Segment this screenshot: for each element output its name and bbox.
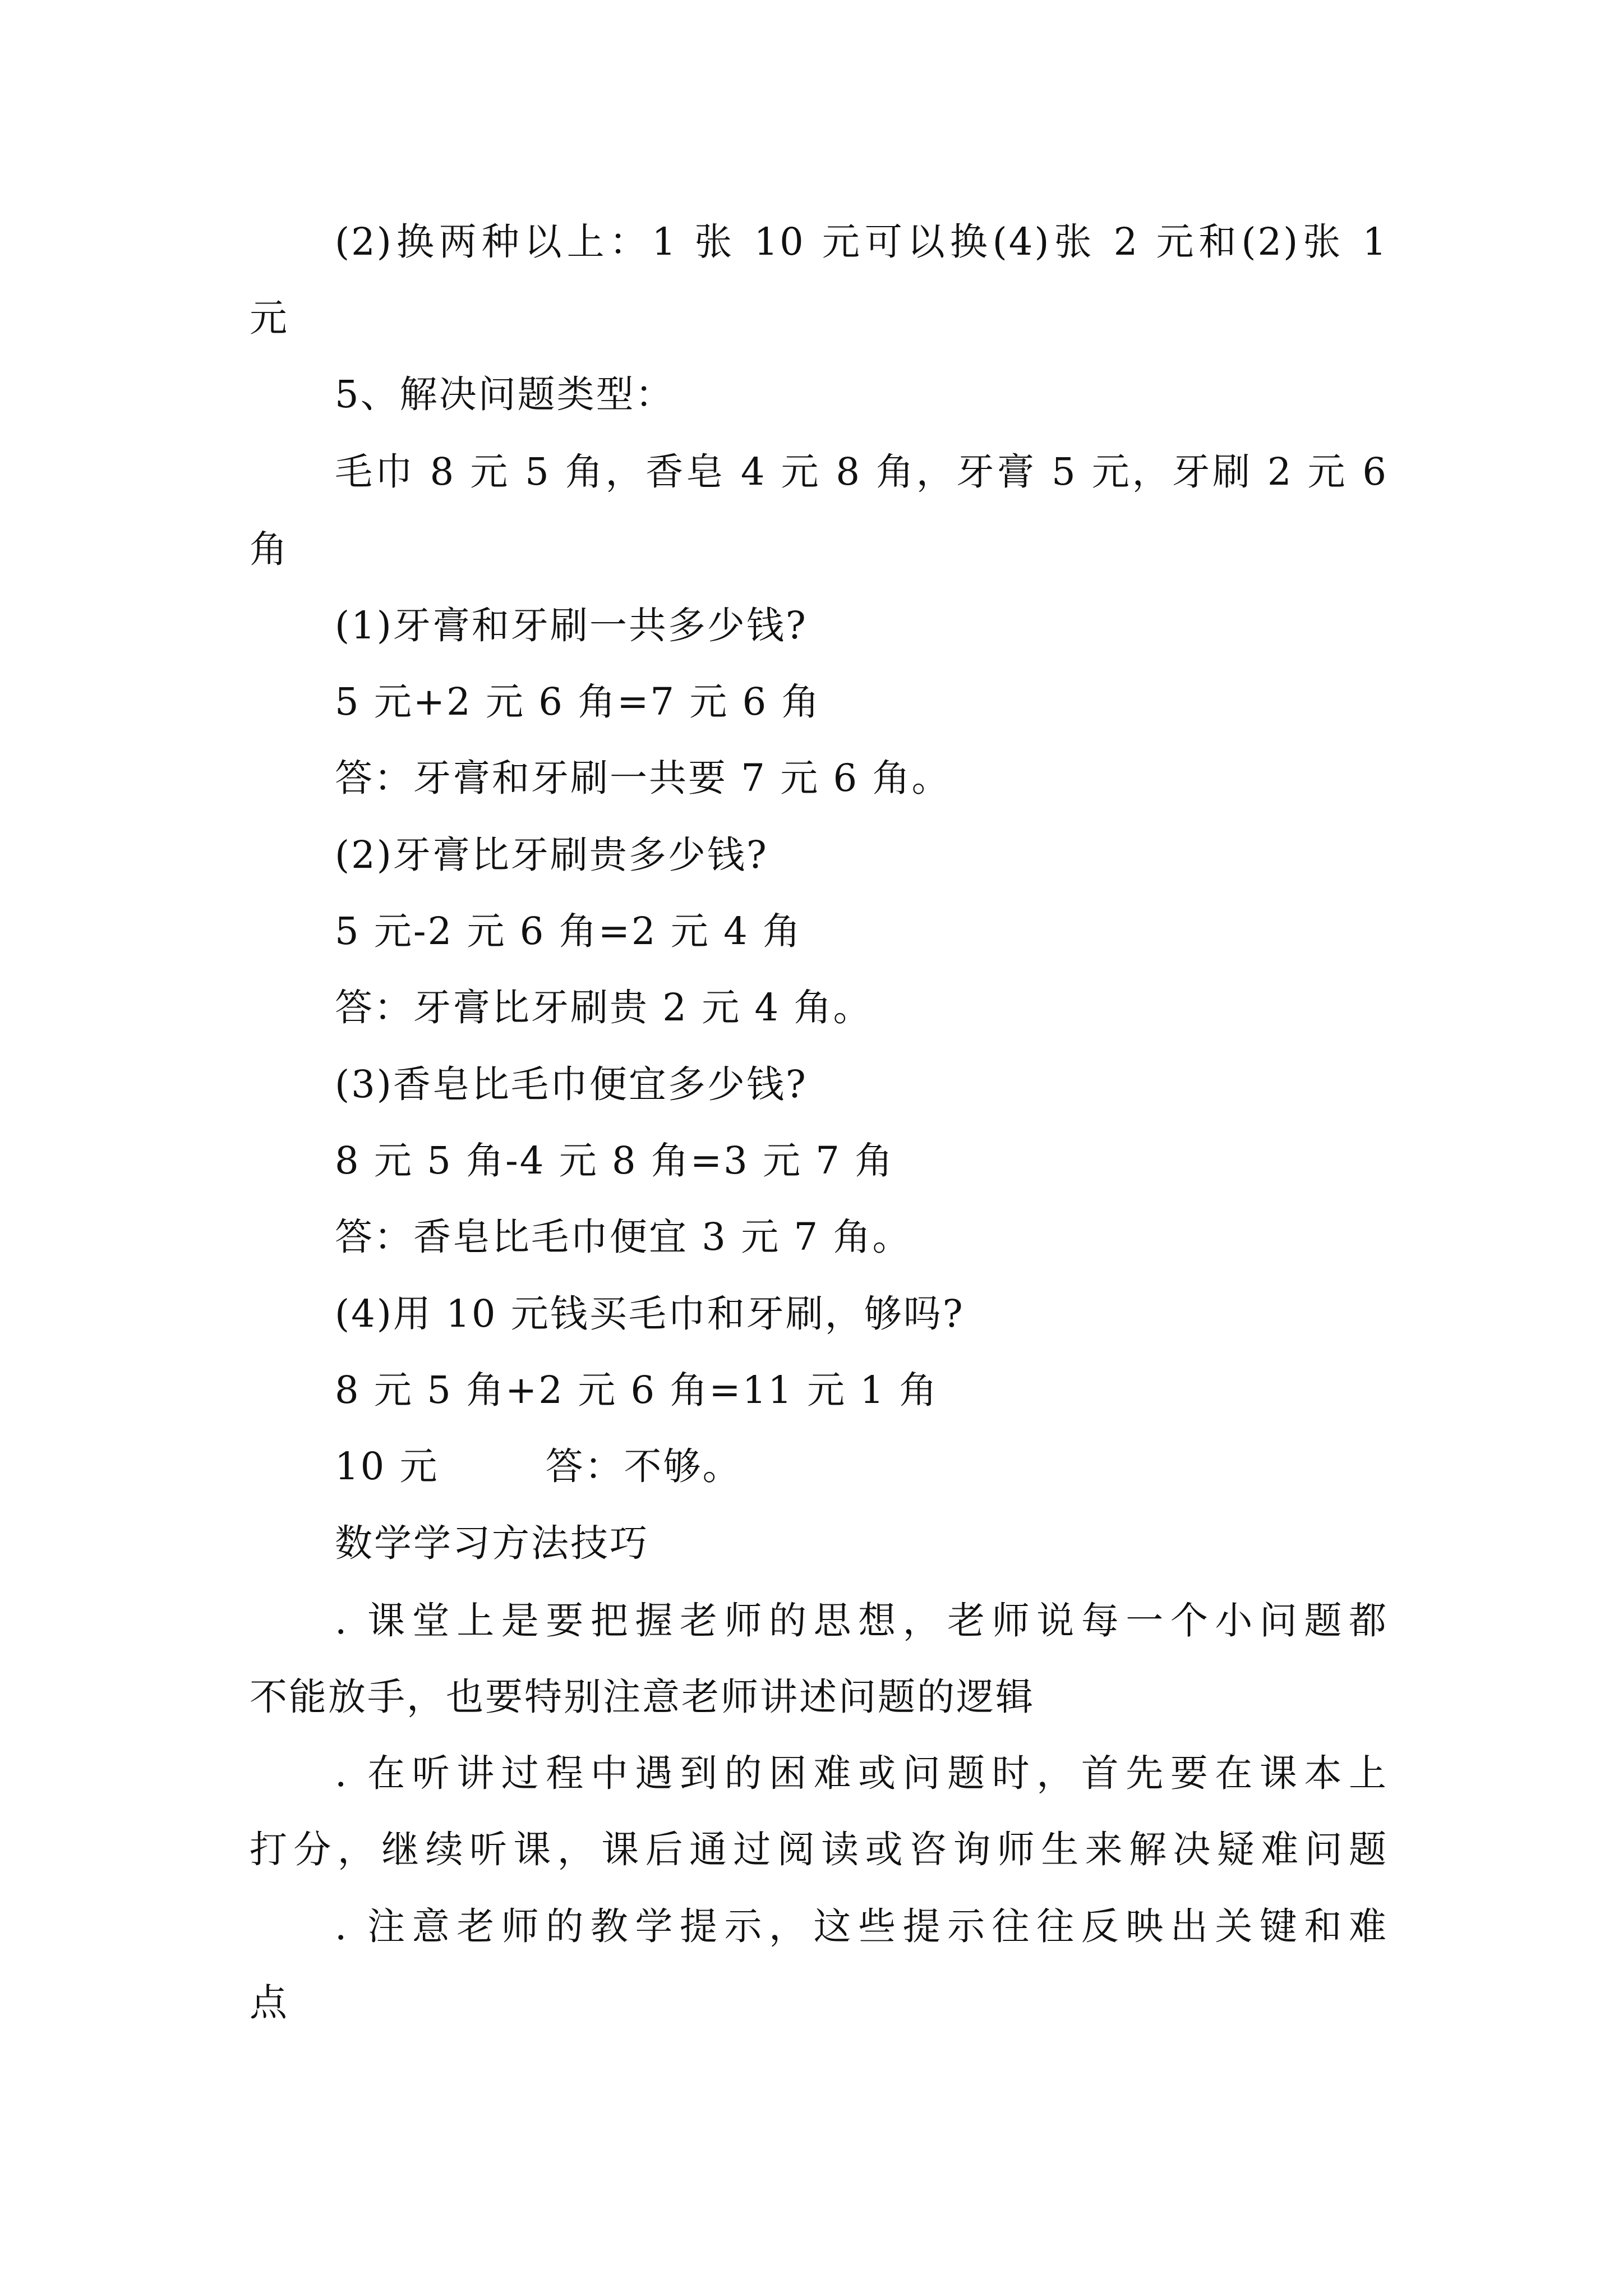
text-line-yuan-continued: 元 xyxy=(250,296,289,340)
question-2: (2)牙膏比牙刷贵多少钱? xyxy=(335,833,768,877)
answer-4-line xyxy=(335,1444,742,1488)
question-4: (4)用 10 元钱买毛巾和牙刷，够吗? xyxy=(335,1292,965,1336)
equation-3: 8 元 5 角-4 元 8 角=3 元 7 角 xyxy=(335,1139,895,1182)
equation-1: 5 元+2 元 6 角=7 元 6 角 xyxy=(335,680,821,724)
text-line-item-prices: 毛巾 8 元 5 角，香皂 4 元 8 角，牙膏 5 元，牙刷 2 元 6 xyxy=(335,450,1388,494)
equation-4: 8 元 5 角+2 元 6 角=11 元 1 角 xyxy=(335,1368,939,1412)
text-line-jiao-continued: 角 xyxy=(250,527,289,571)
section-heading-problem-types: 5、解决问题类型： xyxy=(335,372,675,416)
tip-1-line-2: 不能放手，也要特别注意老师讲述问题的逻辑 xyxy=(250,1675,1035,1719)
answer-3: 答：香皂比毛巾便宜 3 元 7 角。 xyxy=(335,1215,912,1259)
answer-4-amount: 10 元 xyxy=(335,1444,439,1488)
tip-2-line-1: . 在听讲过程中遇到的困难或问题时，首先要在课本上 xyxy=(335,1751,1388,1795)
question-3: (3)香皂比毛巾便宜多少钱? xyxy=(335,1062,808,1106)
tip-1-line-1: . 课堂上是要把握老师的思想，老师说每一个小问题都 xyxy=(335,1599,1388,1642)
answer-1: 答：牙膏和牙刷一共要 7 元 6 角。 xyxy=(335,756,951,800)
question-1: (1)牙膏和牙刷一共多少钱? xyxy=(335,604,808,647)
text-line-exchange-two-kinds: (2)换两种以上：1 张 10 元可以换(4)张 2 元和(2)张 1 xyxy=(335,220,1388,264)
answer-4-text: 答：不够。 xyxy=(545,1444,742,1488)
tip-3-line-1: . 注意老师的教学提示，这些提示往往反映出关键和难 xyxy=(335,1904,1388,1948)
section-heading-study-tips: 数学学习方法技巧 xyxy=(335,1521,649,1565)
equation-2: 5 元-2 元 6 角=2 元 4 角 xyxy=(335,909,802,953)
answer-2: 答：牙膏比牙刷贵 2 元 4 角。 xyxy=(335,986,873,1029)
tip-3-line-2: 点 xyxy=(250,1981,289,2024)
tip-2-line-2: 打分，继续听课，课后通过阅读或咨询师生来解决疑难问题 xyxy=(250,1828,1388,1871)
